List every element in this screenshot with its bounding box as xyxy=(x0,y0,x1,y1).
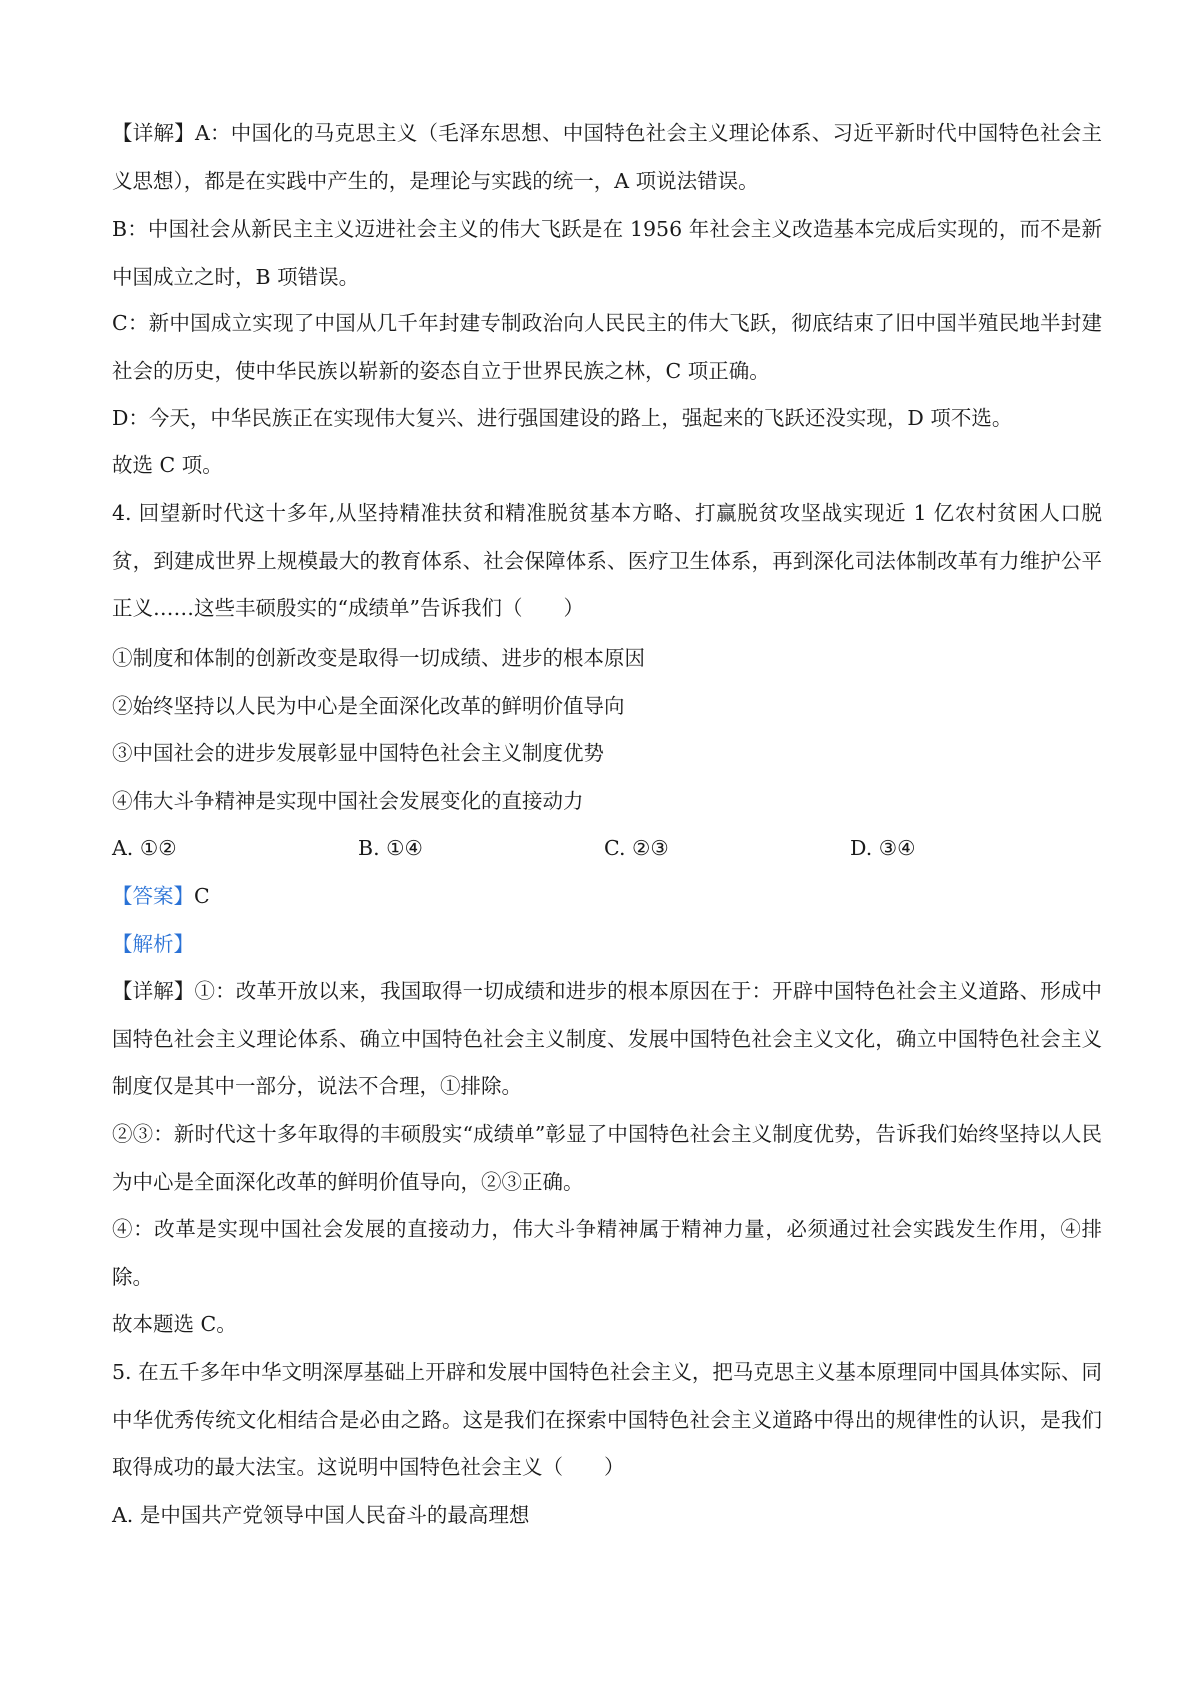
detail-tag: 【详解】 xyxy=(112,121,195,145)
q4-detail-23: ②③：新时代这十多年取得的丰硕殷实“成绩单”彰显了中国特色社会主义制度优势，告诉我们始终坚持以人民为中心是全面深化改革的鲜明价值导向，②③正确。 xyxy=(112,1122,1102,1194)
q4-conclusion: 故本题选 C。 xyxy=(112,1312,237,1336)
q4-option-c: C. ②③ xyxy=(604,836,669,860)
q3-conclusion: 故选 C 项。 xyxy=(112,453,223,477)
q4-statement-4: ④伟大斗争精神是实现中国社会发展变化的直接动力 xyxy=(112,789,584,813)
q3-detail-d: D：今天，中华民族正在实现伟大复兴、进行强国建设的路上，强起来的飞跃还没实现，D 项不选。 xyxy=(112,406,1013,430)
q4-options xyxy=(112,825,1102,872)
q4-stem: 4. 回望新时代这十多年,从坚持精准扶贫和精准脱贫基本方略、打赢脱贫攻坚战实现近 1 亿农村贫困人口脱贫，到建成世界上规模最大的教育体系、社会保障体系、医疗卫生体系，再到深化司法体制改革有力维护公平正义……这些丰硕殷实的“成绩单”告诉我们（ ） xyxy=(112,501,1102,620)
q5-option-a: A. 是中国共产党领导中国人民奋斗的最高理想 xyxy=(112,1503,530,1527)
q3-detail-c: C：新中国成立实现了中国从几千年封建专制政治向人民民主的伟大飞跃，彻底结束了旧中国半殖民地半封建社会的历史，使中华民族以崭新的姿态自立于世界民族之林，C 项正确。 xyxy=(112,311,1102,383)
q4-analysis-tag: 【解析】 xyxy=(112,932,194,956)
detail-tag: 【详解】 xyxy=(112,979,195,1003)
q4-detail-1: 【详解】①：改革开放以来，我国取得一切成绩和进步的根本原因在于：开辟中国特色社会主义道路、形成中国特色社会主义理论体系、确立中国特色社会主义制度、发展中国特色社会主义文化，确立中国特色社会主义制度仅是其中一部分，说法不合理，①排除。 xyxy=(112,979,1103,1098)
q3-detail-a: 【详解】A：中国化的马克思主义（毛泽东思想、中国特色社会主义理论体系、习近平新时代中国特色社会主义思想），都是在实践中产生的，是理论与实践的统一，A 项说法错误。 xyxy=(112,121,1102,193)
q4-statement-1: ①制度和体制的创新改变是取得一切成绩、进步的根本原因 xyxy=(112,646,645,670)
q4-statement-3: ③中国社会的进步发展彰显中国特色社会主义制度优势 xyxy=(112,741,604,765)
answer-value: C xyxy=(194,884,210,908)
q4-option-a: A. ①② xyxy=(112,836,177,860)
answer-tag: 【答案】 xyxy=(112,884,194,908)
q5-stem: 5. 在五千多年中华文明深厚基础上开辟和发展中国特色社会主义，把马克思主义基本原理同中国具体实际、同中华优秀传统文化相结合是必由之路。这是我们在探索中国特色社会主义道路中得出的规律性的认识，是我们取得成功的最大法宝。这说明中国特色社会主义（ ） xyxy=(112,1360,1102,1479)
q4-statement-2: ②始终坚持以人民为中心是全面深化改革的鲜明价值导向 xyxy=(112,694,625,718)
q4-option-d: D. ③④ xyxy=(850,836,916,860)
q4-option-b: B. ①④ xyxy=(358,836,423,860)
q4-answer xyxy=(112,873,1102,921)
q4-detail-4: ④：改革是实现中国社会发展的直接动力，伟大斗争精神属于精神力量，必须通过社会实践发生作用，④排除。 xyxy=(112,1217,1102,1289)
q3-detail-b: B：中国社会从新民主主义迈进社会主义的伟大飞跃是在 1956 年社会主义改造基本完成后实现的，而不是新中国成立之时，B 项错误。 xyxy=(112,217,1102,289)
